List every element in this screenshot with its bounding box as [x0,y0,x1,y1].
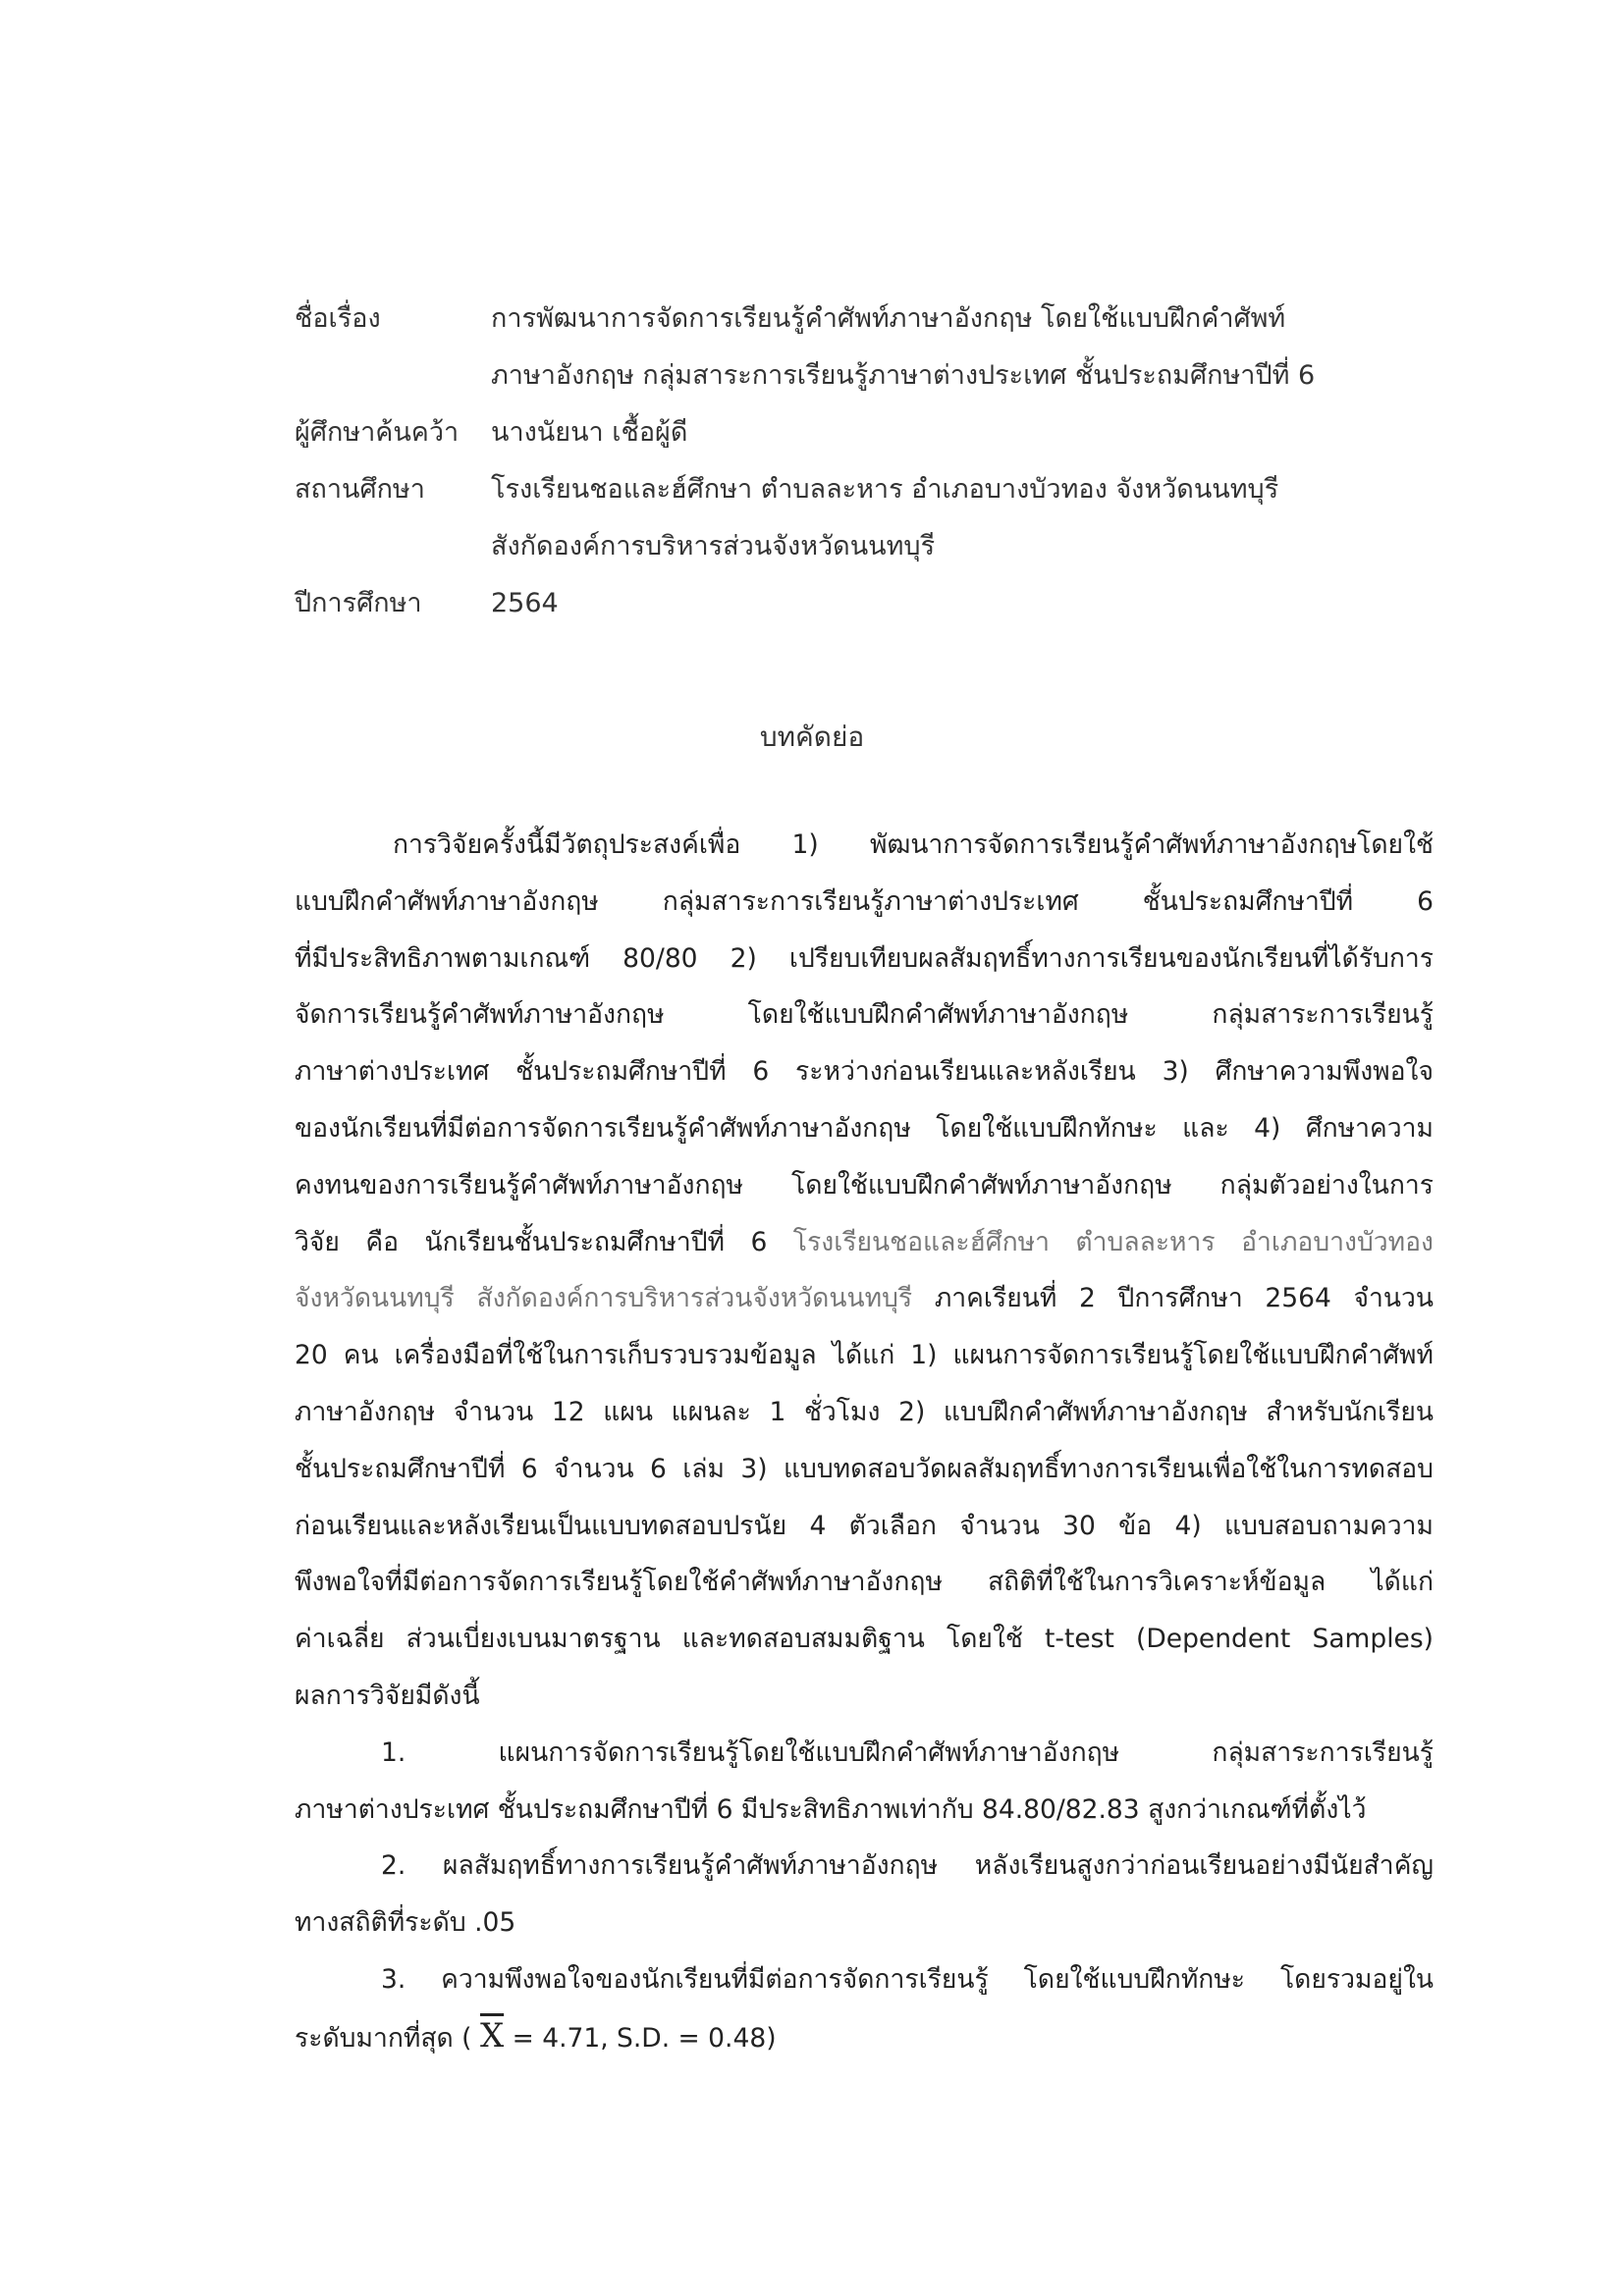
school-reference: โรงเรียนชอและฮ์ศึกษา ตำบลละหาร อำเภอบางบัวทอง [792,1226,1434,1257]
abstract-line: ภาษาต่างประเทศ ชั้นประถมศึกษาปีที่ 6 ระหว่างก่อนเรียนและหลังเรียน 3) ศึกษาความพึงพอใจ [295,1056,1434,1088]
abstract-line [295,1270,1434,1327]
abstract-line: คงทนของการเรียนรู้คำศัพท์ภาษาอังกฤษ โดยใช้แบบฝึกคำศัพท์ภาษาอังกฤษ กลุ่มตัวอย่างในการ [295,1169,1434,1201]
abstract-line: ก่อนเรียนและหลังเรียนเป็นแบบทดสอบปรนัย 4 ตัวเลือก จำนวน 30 ข้อ 4) แบบสอบถามความ [295,1510,1434,1541]
researcher-label: ผู้ศึกษาค้นคว้า [295,417,460,448]
abstract-line: ชั้นประถมศึกษาปีที่ 6 จำนวน 6 เล่ม 3) แบบทดสอบวัดผลสัมฤทธิ์ทางการเรียนเพื่อใช้ในการทดสอบ [295,1453,1434,1484]
finding-3-prefix: ระดับมากที่สุด ( [295,2022,480,2054]
meta-researcher-row [295,404,1443,461]
researcher-name: นางนัยนา เชื้อผู้ดี [491,417,688,448]
year-value [491,575,1443,632]
finding-3-line-2 [295,2008,1434,2067]
title-line-1: การพัฒนาการจัดการเรียนรู้คำศัพท์ภาษาอังกฤษ โดยใช้แบบฝึกคำศัพท์ [491,303,1286,334]
finding-2-line-2: ทางสถิติที่ระดับ .05 [295,1907,516,1939]
abstract-line: ของนักเรียนที่มีต่อการจัดการเรียนรู้คำศัพท์ภาษาอังกฤษ โดยใช้แบบฝึกทักษะ และ 4) ศึกษาความ [295,1112,1434,1144]
abstract-line: ค่าเฉลี่ย ส่วนเบี่ยงเบนมาตรฐาน และทดสอบสมมติฐาน โดยใช้ t-test (Dependent Samples) [295,1624,1434,1655]
meta-title-row [295,291,1443,404]
meta-year-row [295,575,1443,632]
abstract-body [295,817,1434,2067]
school-line-2: สังกัดองค์การบริหารส่วนจังหวัดนนทบุรี [491,531,936,561]
abstract-line: จัดการเรียนรู้คำศัพท์ภาษาอังกฤษ โดยใช้แบบฝึกคำศัพท์ภาษาอังกฤษ กลุ่มสาระการเรียนรู้ [295,999,1434,1031]
year-label: ปีการศึกษา [295,588,422,618]
title-value [491,291,1443,404]
school-value [491,461,1443,575]
title-line-2: ภาษาอังกฤษ กลุ่มสาระการเรียนรู้ภาษาต่างประเทศ ชั้นประถมศึกษาปีที่ 6 [491,360,1316,391]
abstract-line: แบบฝึกคำศัพท์ภาษาอังกฤษ กลุ่มสาระการเรียนรู้ภาษาต่างประเทศ ชั้นประถมศึกษาปีที่ 6 [295,885,1434,917]
abstract-line: 20 คน เครื่องมือที่ใช้ในการเก็บรวบรวมข้อมูล ได้แก่ 1) แผนการจัดการเรียนรู้โดยใช้แบบฝึกคำศัพท์ [295,1340,1434,1371]
meta-block [295,291,1443,632]
finding-1-line-2: ภาษาต่างประเทศ ชั้นประถมศึกษาปีที่ 6 มีประสิทธิภาพเท่ากับ 84.80/82.83 สูงกว่าเกณฑ์ที่ตั้งไว้ [295,1793,1367,1825]
province-reference: จังหวัดนนทบุรี สังกัดองค์การบริหารส่วนจังหวัดนนทบุรี [295,1283,935,1314]
mean-symbol: $\overline{X}$ [479,2015,505,2056]
abstract-line: ภาษาอังกฤษ จำนวน 12 แผน แผนละ 1 ชั่วโมง 2) แบบฝึกคำศัพท์ภาษาอังกฤษ สำหรับนักเรียน [295,1396,1434,1427]
school-label: สถานศึกษา [295,474,425,505]
abstract-line: การวิจัยครั้งนี้มีวัตถุประสงค์เพื่อ 1) พัฒนาการจัดการเรียนรู้คำศัพท์ภาษาอังกฤษโดยใช้ [393,829,1434,860]
semester-reference: ภาคเรียนที่ 2 ปีการศึกษา 2564 จำนวน [934,1283,1435,1314]
abstract-heading: บทคัดย่อ [759,721,865,753]
finding-1-line-1: 1. แผนการจัดการเรียนรู้โดยใช้แบบฝึกคำศัพท์ภาษาอังกฤษ กลุ่มสาระการเรียนรู้ [381,1736,1434,1768]
abstract-line: ที่มีประสิทธิภาพตามเกณฑ์ 80/80 2) เปรียบเทียบผลสัมฤทธิ์ทางการเรียนของนักเรียนที่ได้รับการ [295,942,1434,974]
finding-2-line-1: 2. ผลสัมฤทธิ์ทางการเรียนรู้คำศัพท์ภาษาอังกฤษ หลังเรียนสูงกว่าก่อนเรียนอย่างมีนัยสำคัญ [381,1850,1434,1882]
finding-3-stats: = 4.71, S.D. = 0.48) [504,2022,777,2054]
title-label: ชื่อเรื่อง [295,303,381,334]
finding-3-line-1: 3. ความพึงพอใจของนักเรียนที่มีต่อการจัดการเรียนรู้ โดยใช้แบบฝึกทักษะ โดยรวมอยู่ใน [381,1963,1434,1995]
meta-school-row [295,461,1443,575]
researcher-value [491,404,1443,461]
year-number: 2564 [491,588,559,618]
abstract-line: ผลการวิจัยมีดังนี้ [295,1680,480,1711]
sample-description: วิจัย คือ นักเรียนชั้นประถมศึกษาปีที่ 6 [295,1226,793,1257]
abstract-line: พึงพอใจที่มีต่อการจัดการเรียนรู้โดยใช้คำศัพท์ภาษาอังกฤษ สถิติที่ใช้ในการวิเคราะห์ข้อมูล ได้แก่ [295,1567,1434,1598]
school-line-1: โรงเรียนชอและฮ์ศึกษา ตำบลละหาร อำเภอบางบัวทอง จังหวัดนนทบุรี [491,474,1279,505]
abstract-line [295,1214,1434,1271]
